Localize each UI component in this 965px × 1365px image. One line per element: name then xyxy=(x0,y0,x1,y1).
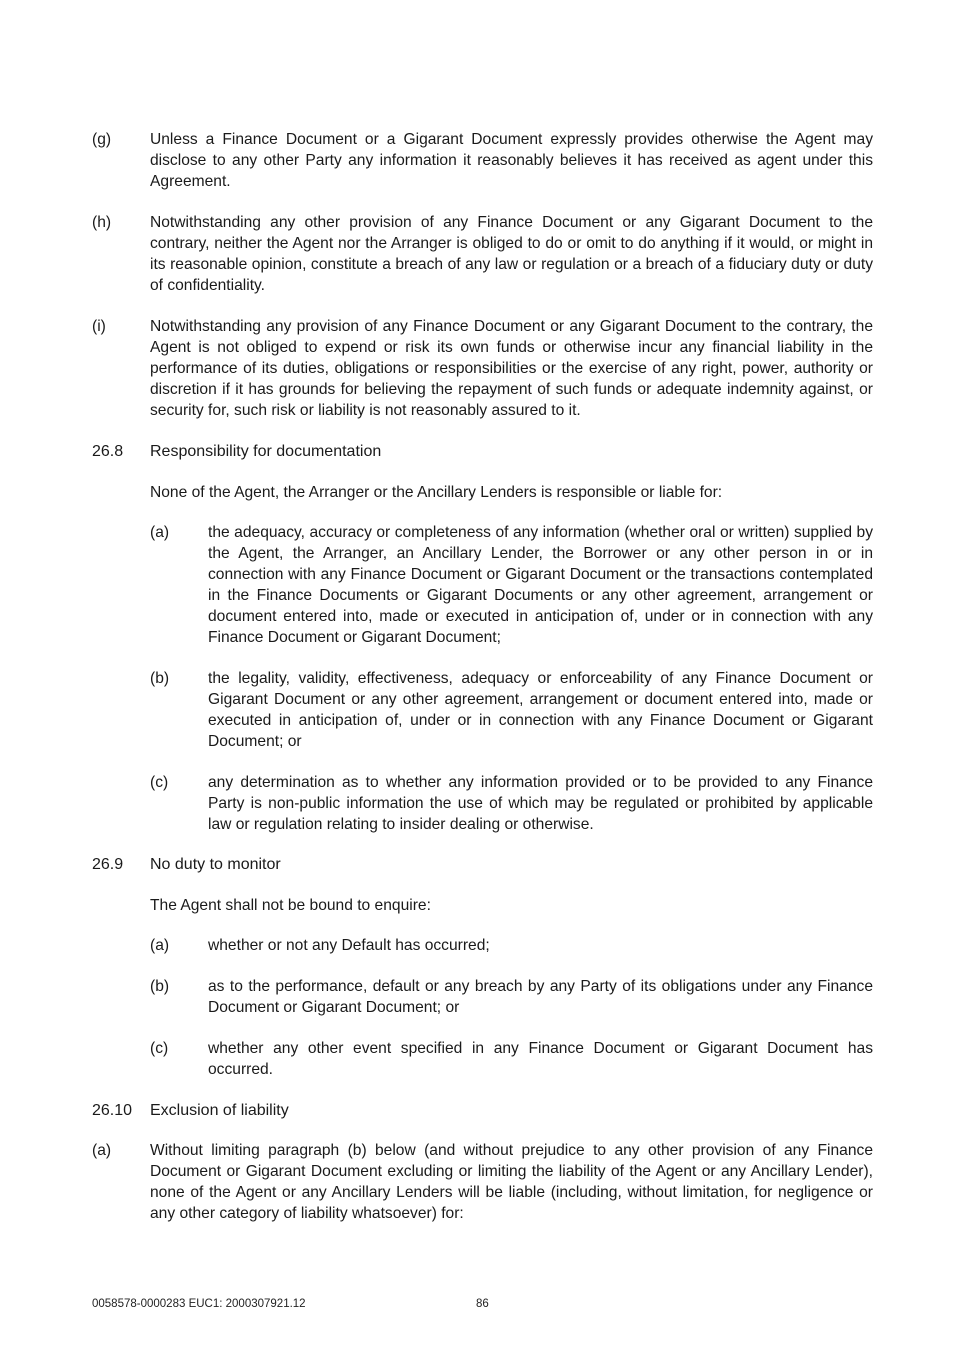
section-intro-26-9: The Agent shall not be bound to enquire: xyxy=(150,897,431,914)
clause-label-i: (i) xyxy=(92,318,106,335)
item-text-26-9-c: whether any other event specified in any Finance Document or Gigarant Document has occurred. xyxy=(208,1040,873,1078)
item-label-26-9-b: (b) xyxy=(150,978,170,995)
section-intro-26-8: None of the Agent, the Arranger or the Ancillary Lenders is responsible or liable for: xyxy=(150,484,723,501)
item-text-26-8-b: the legality, validity, effectiveness, adequacy or enforceability of any Finance Document or Gigarant Document or any other agreement, arrangement or document entered into, made or executed in anticipation of, under or in connection with any Finance Document or Gigarant Document; or xyxy=(208,670,873,750)
item-label-26-9-c: (c) xyxy=(150,1040,169,1057)
item-text-26-10-a: Without limiting paragraph (b) below (and without prejudice to any other provision of any Finance Document or Gigarant Document excluding or limiting the liability of the Agent or any Ancillary Lender), none of the Agent or any Ancillary Lenders will be liable (including, without limitation, for negligence or any other category of liability whatsoever) for: xyxy=(150,1142,873,1222)
item-label-26-8-c: (c) xyxy=(150,774,169,791)
section-number-26-10: 26.10 xyxy=(92,1102,133,1119)
clause-text-g: Unless a Finance Document or a Gigarant Document expressly provides otherwise the Agent may disclose to any other Party any information it reasonably believes it has received as agent under this Agreement. xyxy=(150,131,873,190)
section-title-26-9: No duty to monitor xyxy=(150,856,281,873)
section-number-26-9: 26.9 xyxy=(92,856,124,873)
footer-page-number: 86 xyxy=(476,1298,489,1310)
item-text-26-8-a: the adequacy, accuracy or completeness of any information (whether oral or written) supplied by the Agent, the Arranger, an Ancillary Lender, the Borrower or any other person in or in connection with any Finance Document or Gigarant Document or the transactions contemplated in the Finance Documents or Gigarant Documents or any other agreement, arrangement or document entered into, made or executed in anticipation of, under or in connection with any Finance Document or Gigarant Document; xyxy=(208,524,873,646)
clause-text-i: Notwithstanding any provision of any Finance Document or any Gigarant Document to the contrary, the Agent is not obliged to expend or risk its own funds or otherwise incur any financial liability in the performance of its duties, obligations or responsibilities or the exercise of any right, power, authority or discretion if it has grounds for believing the repayment of such funds or adequate indemnity against, or security for, such risk or liability is not reasonably assured to it. xyxy=(150,318,873,419)
section-number-26-8: 26.8 xyxy=(92,443,124,460)
item-label-26-9-a: (a) xyxy=(150,937,170,954)
clause-label-g: (g) xyxy=(92,131,112,148)
clause-label-h: (h) xyxy=(92,214,112,231)
section-title-26-10: Exclusion of liability xyxy=(150,1102,289,1119)
clause-text-h: Notwithstanding any other provision of any Finance Document or any Gigarant Document to the contrary, neither the Agent nor the Arranger is obliged to do or omit to do anything if it would, or might in its reasonable opinion, constitute a breach of any law or regulation or a breach of a fiduciary duty or duty of confidentiality. xyxy=(150,214,873,294)
footer-doc-reference: 0058578-0000283 EUC1: 2000307921.12 xyxy=(92,1298,306,1310)
item-text-26-9-a: whether or not any Default has occurred; xyxy=(208,937,490,954)
item-label-26-8-a: (a) xyxy=(150,524,170,541)
item-text-26-8-c: any determination as to whether any information provided or to be provided to any Finance Party is non-public information the use of which may be regulated or prohibited by applicable law or regulation relating to insider dealing or otherwise. xyxy=(208,774,873,833)
item-text-26-9-b: as to the performance, default or any breach by any Party of its obligations under any Finance Document or Gigarant Document; or xyxy=(208,978,873,1016)
section-title-26-8: Responsibility for documentation xyxy=(150,443,382,460)
item-label-26-8-b: (b) xyxy=(150,670,170,687)
item-label-26-10-a: (a) xyxy=(92,1142,112,1159)
